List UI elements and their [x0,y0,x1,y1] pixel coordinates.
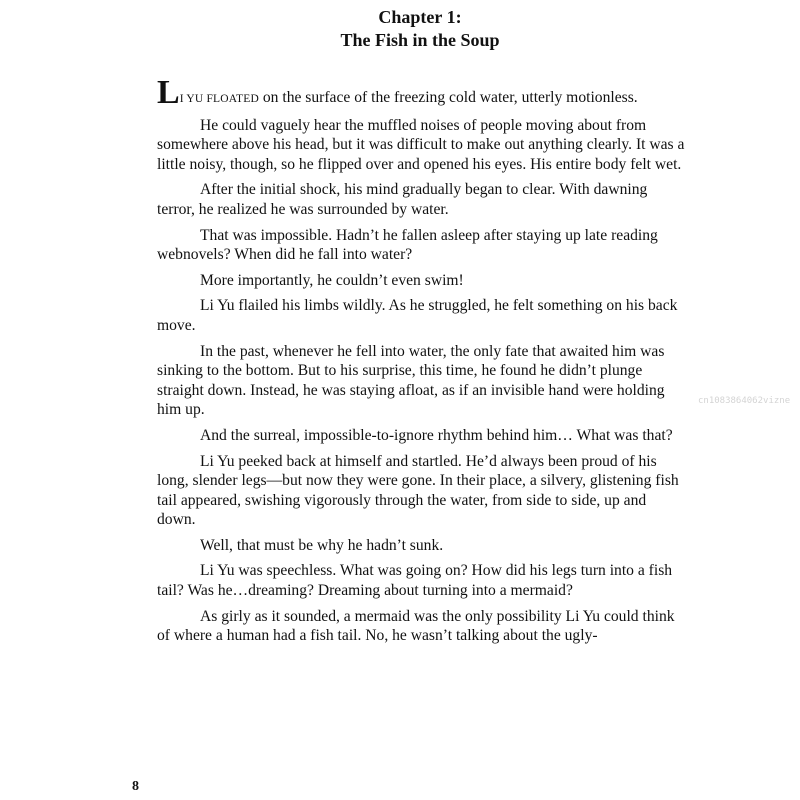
paragraph: Li Yu flailed his limbs wildly. As he struggled, he felt something on his back move. [157,297,678,334]
paragraph: Well, that must be why he hadn’t sunk. [200,536,444,554]
paragraph: That was impossible. Hadn’t he fallen asleep after staying up late reading webnovels? When did he fall into water? [157,226,658,264]
chapter-title [0,6,800,52]
chapter-name: The Fish in the Soup [340,30,500,50]
page-number: 8 [132,779,139,794]
paragraph: Li Yu was speechless. What was going on? How did his legs turn into a fish tail? Was he…dreaming? Dreaming about turning into a mermaid? [157,562,673,600]
chapter-number: Chapter 1: [378,7,462,27]
small-caps-lead: I YU FLOATED [179,93,259,105]
opening-text: on the surface of the freezing cold water, utterly motionless. [258,89,638,106]
paragraph: He could vaguely hear the muffled noises of people moving about from somewhere above his head, but it was difficult to make out anything clearly. It was a little noisy, though, so he flipped over and opened his eyes. His entire body felt wet. [157,116,685,173]
paragraph: In the past, whenever he fell into water, the only fate that awaited him was sinking to the bottom. But to his surprise, this time, he found he didn’t plunge straight down. Instead, he was staying afloat, as if an invisible hand were holding him up. [157,342,665,419]
chapter-body [157,74,687,652]
paragraph: As girly as it sounded, a mermaid was the only possibility Li Yu could think of where a human had a fish tail. No, he wasn’t talking about the ugly- [157,607,675,645]
opening-paragraph: LI YU FLOATED on the surface of the freezing cold water, utterly motionless. [157,74,638,111]
watermark: cn1083864062vizne [698,396,791,406]
paragraph: More importantly, he couldn’t even swim! [200,271,464,289]
paragraph: After the initial shock, his mind gradually began to clear. With dawning terror, he realized he was surrounded by water. [157,181,648,218]
paragraph: Li Yu peeked back at himself and startled. He’d always been proud of his long, slender legs—but now they were gone. In their place, a silvery, glistening fish tail appeared, swishing vigorously through the water, from side to side, up and down. [157,452,679,529]
paragraph: And the surreal, impossible-to-ignore rhythm behind him… What was that? [200,426,673,444]
